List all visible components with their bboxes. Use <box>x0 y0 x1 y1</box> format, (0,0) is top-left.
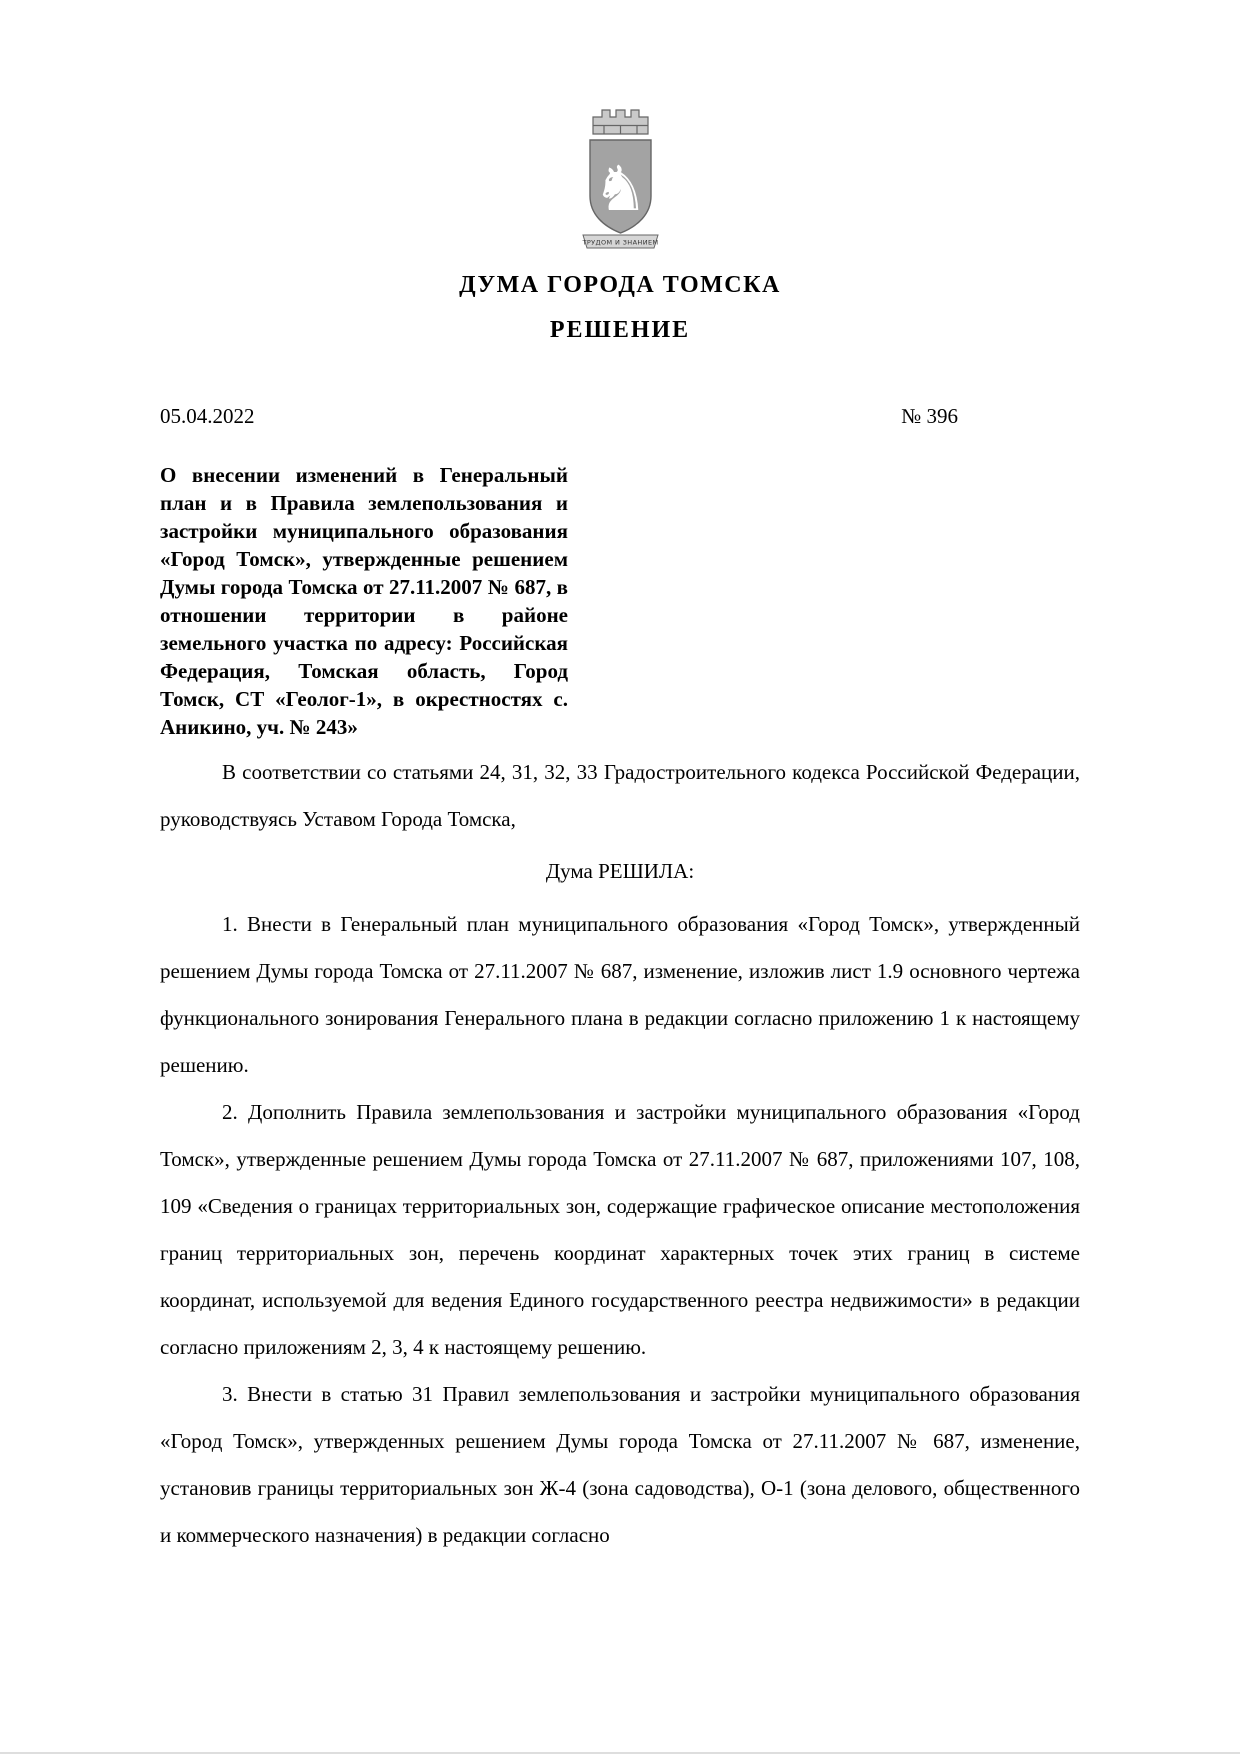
intro-paragraph: В соответствии со статьями 24, 31, 32, 33 Градостроительного кодекса Российской Федерации, руководствуясь Уставом Города Томска, <box>160 760 1080 831</box>
mural-crown-icon <box>593 110 648 134</box>
coat-of-arms-graphic <box>573 104 668 254</box>
resolution-item-3: 3. Внести в статью 31 Правил землепользования и застройки муниципального образования «Город Томск», утвержденных решением Думы города Томска от 27.11.2007 № 687, изменение, установив границы территориальных зон Ж-4 (зона садоводства), О-1 (зона делового, общественного и коммерческого назначения) в редакции согласно <box>160 1382 1080 1547</box>
resolution-item-2: 2. Дополнить Правила землепользования и застройки муниципального образования «Город Томск», утвержденные решением Думы города Томска от 27.11.2007 № 687, приложениями 107, 108, 109 «Сведения о границах территориальных зон, содержащие графическое описание местоположения границ территориальных зон, перечень координат характерных точек этих границ в системе координат, используемой для ведения Единого государственного реестра недвижимости» в редакции согласно приложениям 2, 3, 4 к настоящему решению. <box>160 1100 1080 1359</box>
document-meta-row <box>160 404 1080 429</box>
resolution-item-1: 1. Внести в Генеральный план муниципального образования «Город Томск», утвержденный решением Думы города Томска от 27.11.2007 № 687, изменение, изложив лист 1.9 основного чертежа функционального зонирования Генерального плана в редакции согласно приложению 1 к настоящему решению. <box>160 912 1080 1077</box>
document-type-heading: РЕШЕНИЕ <box>549 317 691 343</box>
resolution-heading: Дума РЕШИЛА: <box>545 859 695 883</box>
tomsk-coat-of-arms <box>160 104 1080 254</box>
organization-name: ДУМА ГОРОДА ТОМСКА <box>459 272 781 298</box>
document-number: № 396 <box>901 404 958 428</box>
document-body <box>160 749 1080 1559</box>
motto-text: ТРУДОМ И ЗНАНИЕМ <box>581 238 659 247</box>
document-title: О внесении изменений в Генеральный план и в Правила землепользования и застройки муниципального образования «Город Томск», утвержденные решением Думы города Томска от 27.11.2007 № 687, в отношении территории в районе земельного участка по адресу: Российская Федерация, Томская область, Город Томск, СТ «Геолог-1», в окрестностях с. Аникино, уч. № 243» <box>160 463 568 739</box>
document-date: 05.04.2022 <box>160 404 255 428</box>
horse-icon: ♞ <box>592 152 648 225</box>
